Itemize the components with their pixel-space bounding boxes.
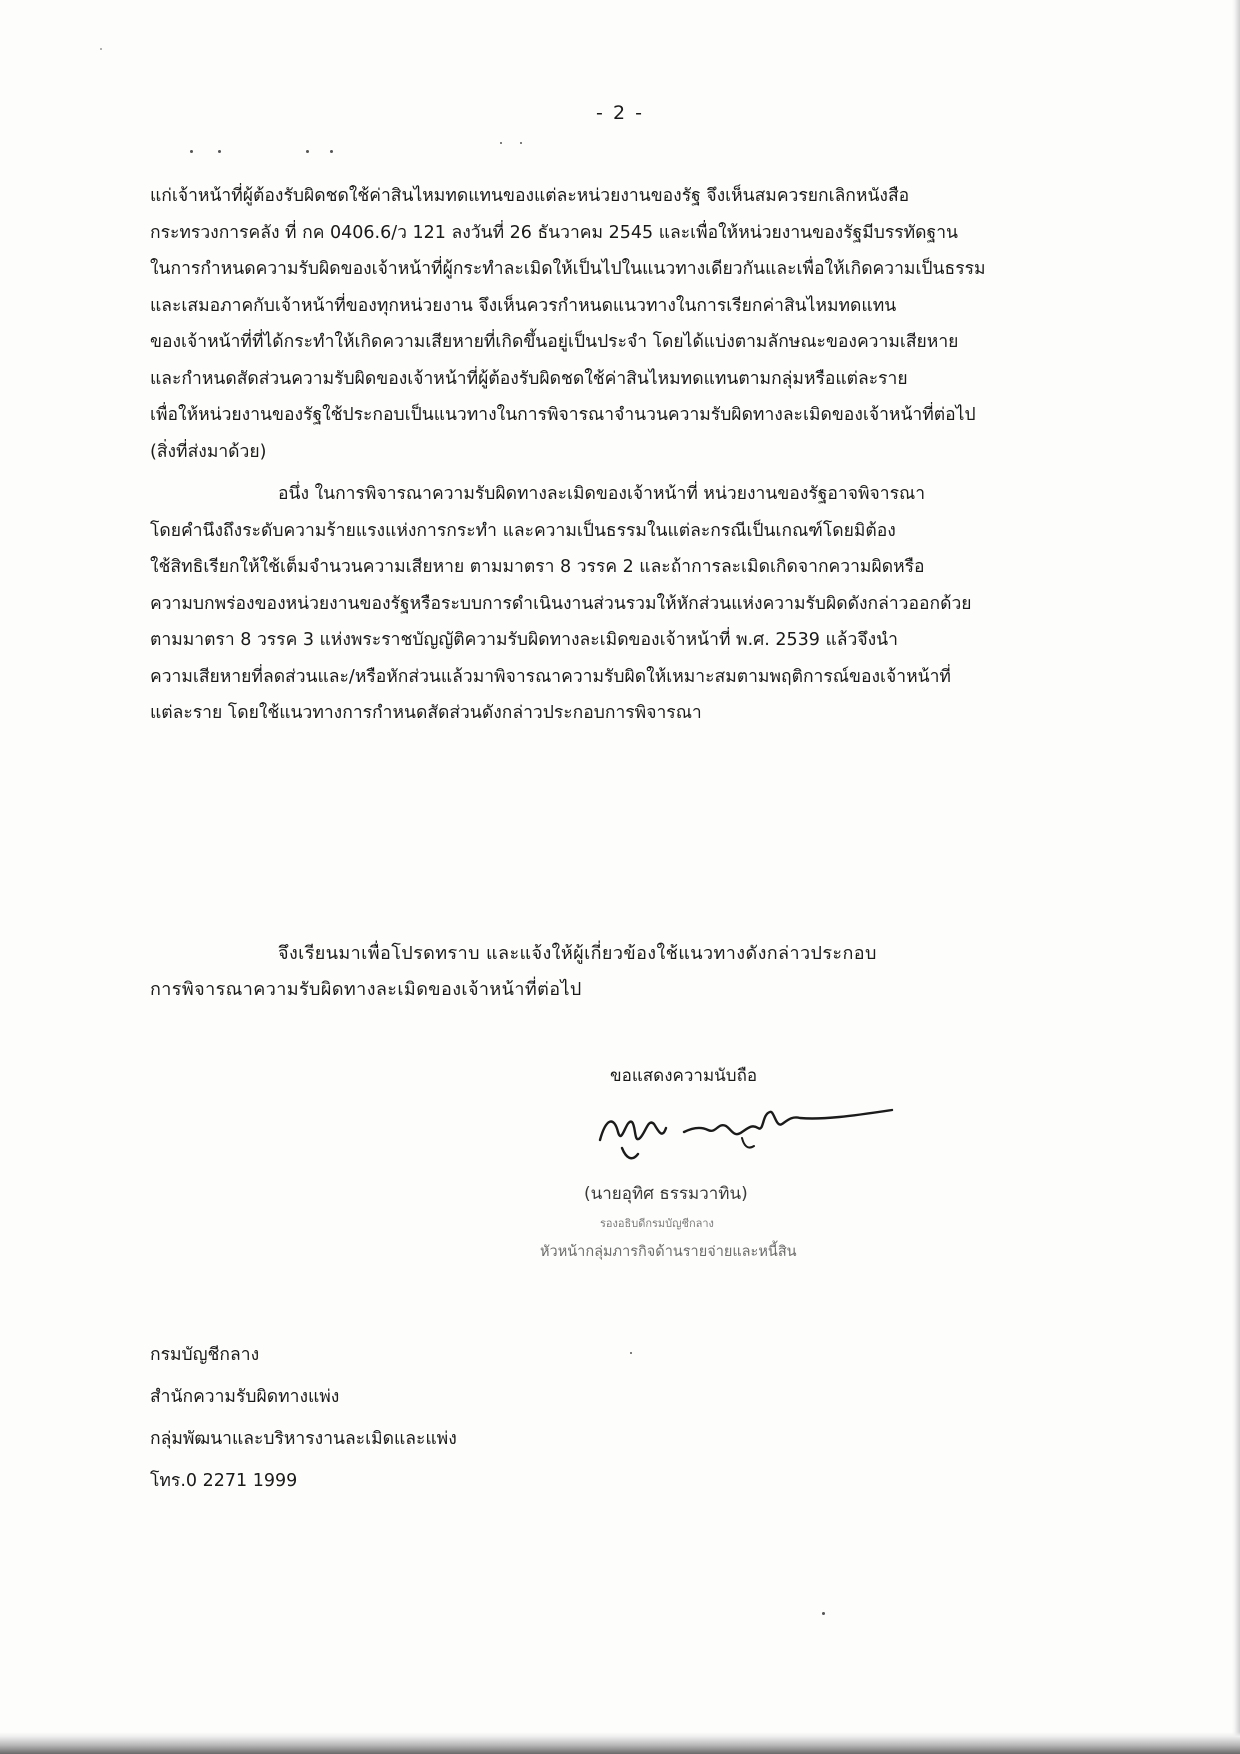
signer-name: (นายอุทิศ ธรรมวาทิน)	[584, 1184, 748, 1204]
closing-paragraph	[150, 936, 1090, 1008]
scan-speck	[822, 1612, 825, 1615]
text-line: ความบกพร่องของหน่วยงานของรัฐหรือระบบการดำเนินงานส่วนรวมให้หักส่วนแห่งความรับผิดดังกล่าวออกด้วย	[150, 593, 972, 614]
text-line: โดยคำนึงถึงระดับความร้ายแรงแห่งการกระทำ และความเป็นธรรมในแต่ละกรณีเป็นเกณฑ์โดยมิต้อง	[150, 520, 896, 541]
complimentary-close: ขอแสดงความนับถือ	[610, 1066, 758, 1086]
text-line: แก่เจ้าหน้าที่ผู้ต้องรับผิดชดใช้ค่าสินไหมทดแทนของแต่ละหน่วยงานของรัฐ จึงเห็นสมควรยกเลิกหนังสือ	[150, 186, 910, 206]
text-line: ของเจ้าหน้าที่ที่ได้กระทำให้เกิดความเสียหายที่เกิดขึ้นอยู่เป็นประจำ โดยได้แบ่งตามลักษณะของความเสียหาย	[150, 332, 959, 352]
scan-speck	[190, 150, 193, 153]
text-line: การพิจารณาความรับผิดทางละเมิดของเจ้าหน้าที่ต่อไป	[150, 979, 582, 1000]
text-line: กระทรวงการคลัง ที่ กค 0406.6/ว 121 ลงวันที่ 26 ธันวาคม 2545 และเพื่อให้หน่วยงานของรัฐมีบรรทัดฐาน	[150, 222, 958, 243]
paragraph-1	[150, 178, 1090, 470]
page-number: - 2 -	[596, 102, 644, 124]
scan-speck	[100, 48, 102, 50]
text-line: ใช้สิทธิเรียกให้ใช้เต็มจำนวนความเสียหาย ตามมาตรา 8 วรรค 2 และถ้าการละเมิดเกิดจากความผิดหรือ	[150, 557, 925, 577]
scan-edge-bottom	[0, 1732, 1240, 1754]
scan-edge-right	[1232, 0, 1240, 1754]
paragraph-2	[150, 476, 1090, 732]
scan-speck	[500, 142, 502, 144]
text-line: ความเสียหายที่ลดส่วนและ/หรือหักส่วนแล้วมาพิจารณาความรับผิดให้เหมาะสมตามพฤติการณ์ของเจ้าหน้าที่	[150, 666, 951, 687]
handwritten-signature	[592, 1088, 922, 1168]
text-line: ในการกำหนดความรับผิดของเจ้าหน้าที่ผู้กระทำละเมิดให้เป็นไปในแนวทางเดียวกันและเพื่อให้เกิดความเป็นธรรม	[150, 259, 986, 279]
body-text	[150, 178, 1090, 732]
signer-position: หัวหน้ากลุ่มภารกิจด้านรายจ่ายและหนี้สิน	[540, 1244, 797, 1260]
text-line: และเสมอภาคกับเจ้าหน้าที่ของทุกหน่วยงาน จึงเห็นควรกำหนดแนวทางในการเรียกค่าสินไหมทดแทน	[150, 295, 897, 316]
scan-speck	[520, 142, 522, 144]
sender-office: สำนักความรับผิดทางแพ่ง	[150, 1387, 340, 1407]
text-line: (สิ่งที่ส่งมาด้วย)	[150, 441, 267, 462]
text-line: และกำหนดสัดส่วนความรับผิดของเจ้าหน้าที่ผู้ต้องรับผิดชดใช้ค่าสินไหมทดแทนตามกลุ่มหรือแต่ละราย	[150, 368, 908, 389]
sender-contact	[150, 1334, 750, 1502]
text-line: เพื่อให้หน่วยงานของรัฐใช้ประกอบเป็นแนวทางในการพิจารณาจำนวนความรับผิดทางละเมิดของเจ้าหน้าที่ต่อไป	[150, 405, 976, 425]
scan-speck	[218, 150, 221, 153]
text-line: ตามมาตรา 8 วรรค 3 แห่งพระราชบัญญัติความรับผิดทางละเมิดของเจ้าหน้าที่ พ.ศ. 2539 แล้วจึงนำ	[150, 630, 898, 650]
text-line: แต่ละราย โดยใช้แนวทางการกำหนดสัดส่วนดังกล่าวประกอบการพิจารณา	[150, 703, 702, 723]
signer-title: รองอธิบดีกรมบัญชีกลาง	[600, 1217, 714, 1230]
sender-phone: โทร.0 2271 1999	[150, 1471, 298, 1491]
sender-department: กรมบัญชีกลาง	[150, 1345, 260, 1365]
text-line: จึงเรียนมาเพื่อโปรดทราบ และแจ้งให้ผู้เกี่ยวข้องใช้แนวทางดังกล่าวประกอบ	[278, 943, 877, 964]
sender-group: กลุ่มพัฒนาและบริหารงานละเมิดและแพ่ง	[150, 1429, 457, 1449]
scan-speck	[306, 150, 309, 153]
text-line: อนึ่ง ในการพิจารณาความรับผิดทางละเมิดของเจ้าหน้าที่ หน่วยงานของรัฐอาจพิจารณา	[278, 484, 926, 504]
scan-speck	[330, 150, 333, 153]
